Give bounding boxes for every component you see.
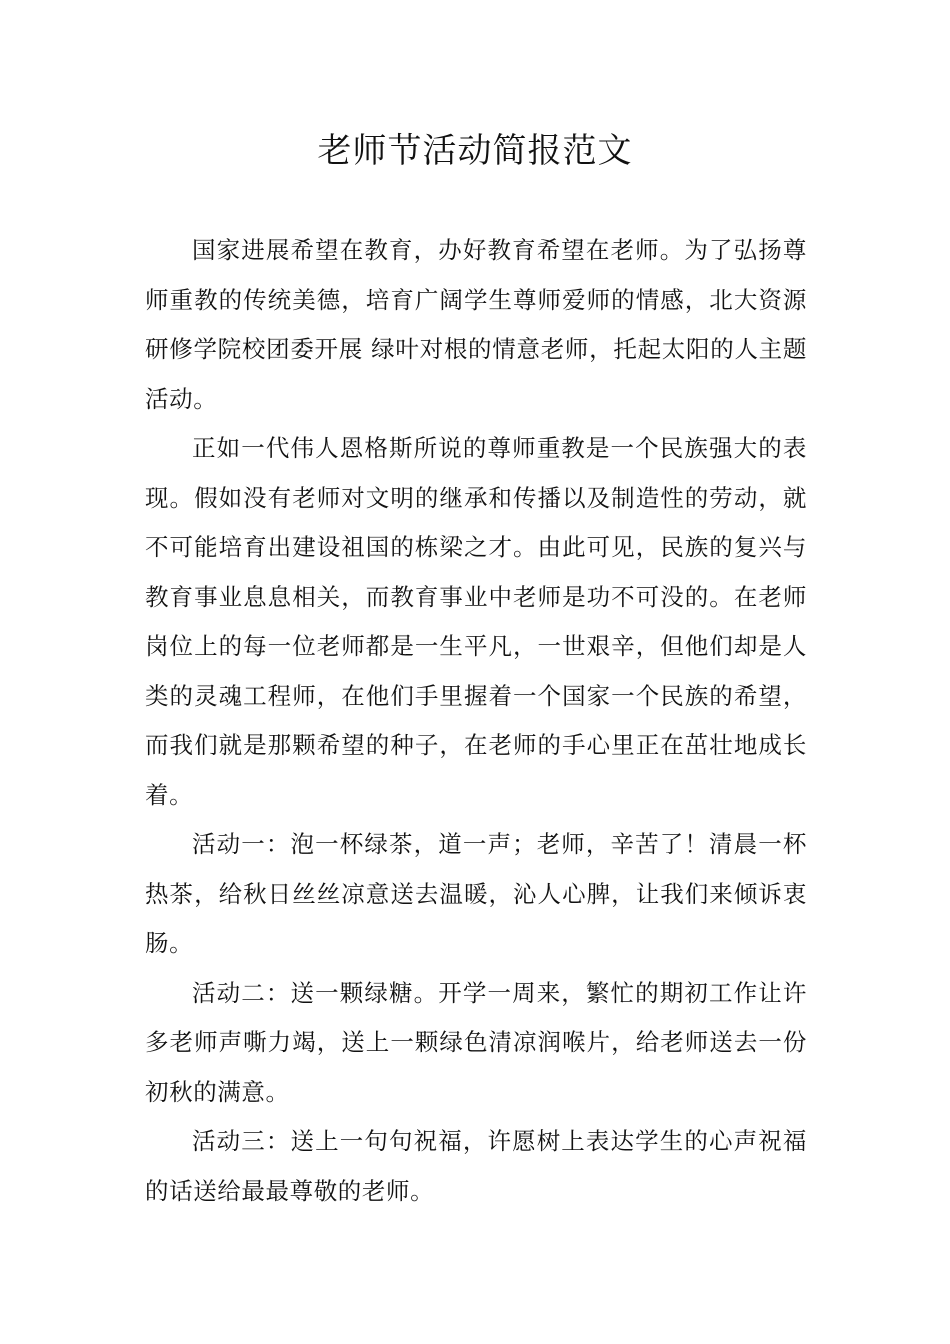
paragraph-activity-three: 活动三：送上一句句祝福，许愿树上表达学生的心声祝福的话送给最最尊敬的老师。 (145, 1127, 807, 1205)
paragraph-activity-one: 活动一：泡一杯绿茶，道一声；老师，辛苦了！清晨一杯热茶，给秋日丝丝凉意送去温暖，沁人心脾，让我们来倾诉衷肠。 (145, 830, 807, 957)
document-body (145, 226, 807, 1216)
paragraph-intro: 国家进展希望在教育，办好教育希望在老师。为了弘扬尊师重教的传统美德，培育广阔学生尊师爱师的情感，北大资源研修学院校团委开展 绿叶对根的情意老师，托起太阳的人主题活动。 (145, 236, 807, 413)
document-title: 老师节活动简报范文 (317, 131, 633, 171)
paragraph-engels-quote: 正如一代伟人恩格斯所说的尊师重教是一个民族强大的表现。假如没有老师对文明的继承和传播以及制造性的劳动，就不可能培育出建设祖国的栋梁之才。由此可见，民族的复兴与教育事业息息相关，而教育事业中老师是功不可没的。在老师岗位上的每一位老师都是一生平凡，一世艰辛，但他们却是人类的灵魂工程师，在他们手里握着一个国家一个民族的希望，而我们就是那颗希望的种子，在老师的手心里正在茁壮地成长着。 (145, 434, 807, 809)
paragraph-activity-two: 活动二：送一颗绿糖。开学一周来，繁忙的期初工作让许多老师声嘶力竭，送上一颗绿色清凉润喉片，给老师送去一份初秋的满意。 (145, 978, 807, 1106)
